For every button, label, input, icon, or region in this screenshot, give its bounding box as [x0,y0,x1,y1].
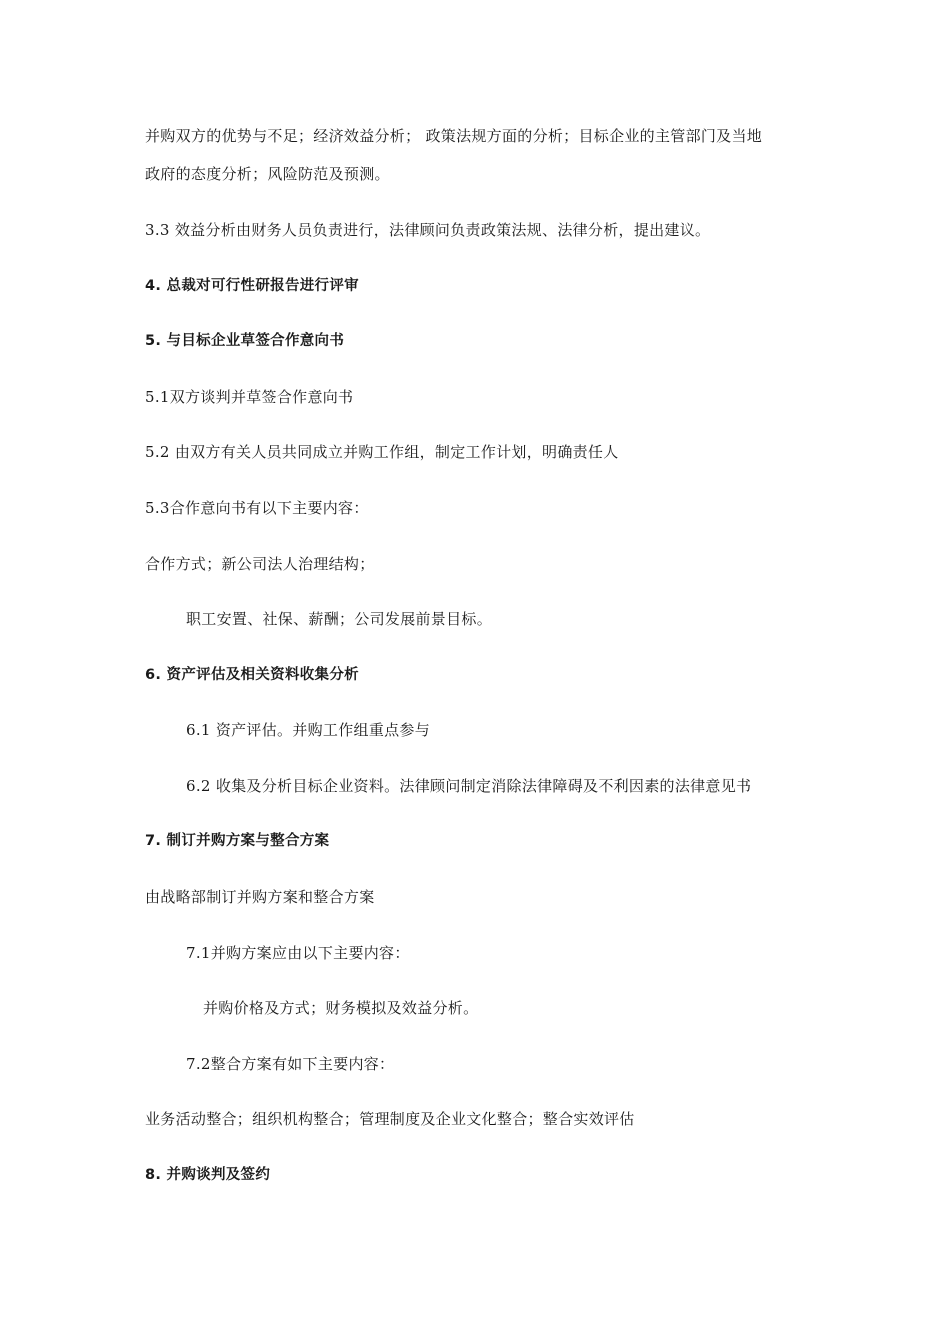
paragraph-line: 并购价格及方式；财务模拟及效益分析。 [203,999,479,1017]
paragraph-line: 3.3 效益分析由财务人员负责进行，法律顾问负责政策法规、法律分析，提出建议。 [145,221,711,239]
paragraph-line: 7.1并购方案应由以下主要内容： [186,944,410,962]
paragraph-line: 6.1 资产评估。并购工作组重点参与 [186,721,431,739]
paragraph-line: 并购双方的优势与不足；经济效益分析； 政策法规方面的分析；目标企业的主管部门及当地 [145,127,763,145]
section-heading: 8. 并购谈判及签约 [145,1167,271,1183]
paragraph-line: 5.1双方谈判并草签合作意向书 [145,388,354,406]
section-heading: 5. 与目标企业草签合作意向书 [145,333,345,349]
paragraph-line: 职工安置、社保、薪酬；公司发展前景目标。 [186,610,493,628]
paragraph-line: 合作方式；新公司法人治理结构； [145,555,375,573]
paragraph-line: 业务活动整合；组织机构整合；管理制度及企业文化整合；整合实效评估 [145,1110,635,1128]
paragraph-line: 5.3合作意向书有以下主要内容： [145,499,369,517]
paragraph-line: 6.2 收集及分析目标企业资料。法律顾问制定消除法律障碍及不利因素的法律意见书 [186,777,752,795]
section-heading: 4. 总裁对可行性研报告进行评审 [145,278,359,294]
section-heading: 6. 资产评估及相关资料收集分析 [145,667,359,683]
paragraph-line: 政府的态度分析；风险防范及预测。 [145,165,390,183]
paragraph-line: 由战略部制订并购方案和整合方案 [145,888,375,906]
paragraph-line: 7.2整合方案有如下主要内容： [186,1055,395,1073]
section-heading: 7. 制订并购方案与整合方案 [145,833,330,849]
paragraph-line: 5.2 由双方有关人员共同成立并购工作组，制定工作计划，明确责任人 [145,443,619,461]
